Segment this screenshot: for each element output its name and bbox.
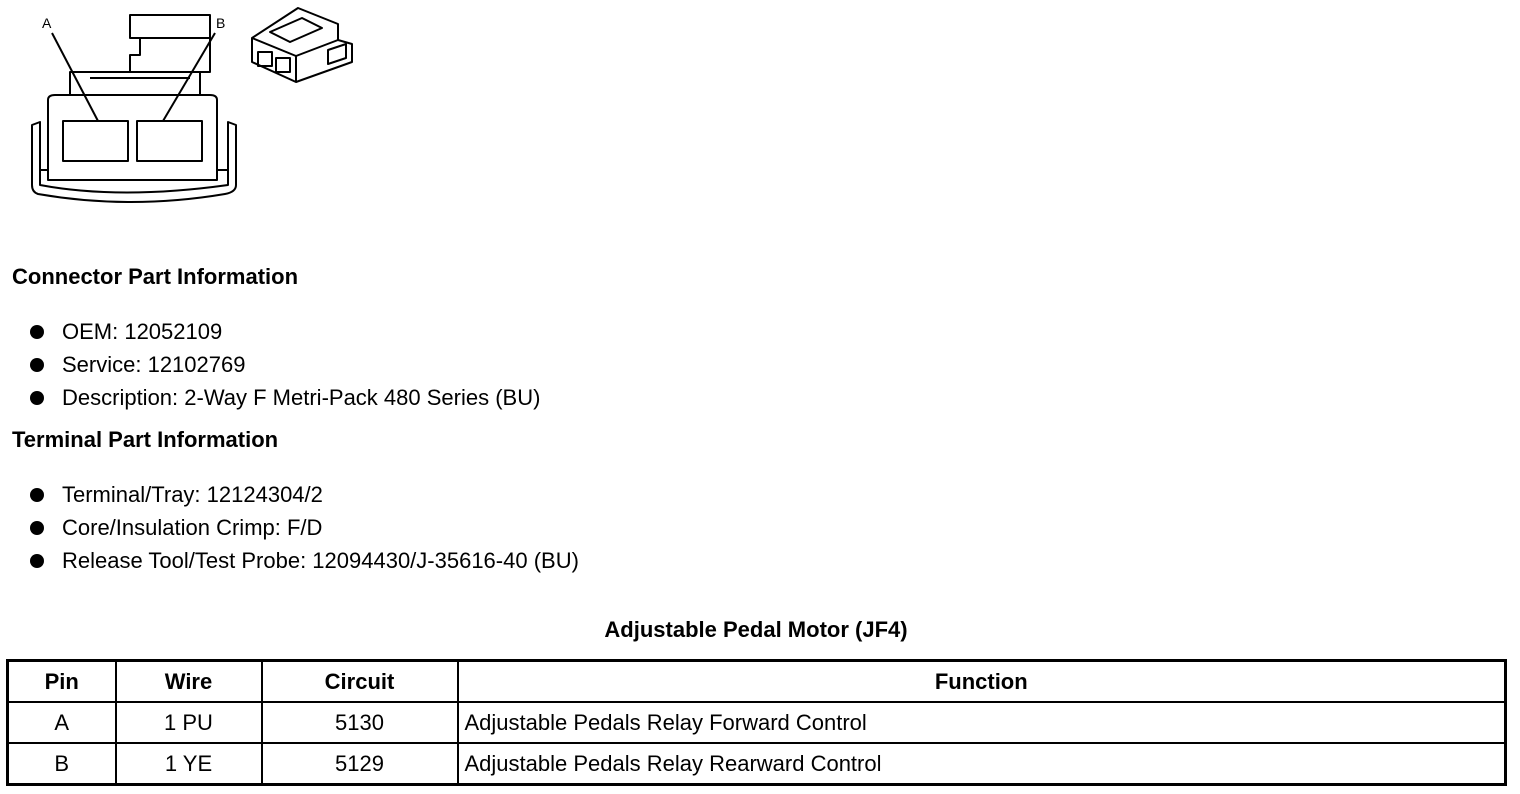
release-tool: Release Tool/Test Probe: 12094430/J-35616-40 (BU)	[62, 548, 579, 573]
pin-a-callout: A	[42, 15, 52, 31]
cell-pin: A	[8, 702, 116, 743]
header-pin: Pin	[8, 661, 116, 703]
table-row	[8, 743, 1506, 785]
oem-part-number: OEM: 12052109	[62, 319, 223, 344]
list-item	[0, 315, 540, 348]
list-item	[0, 511, 579, 544]
bullet-icon	[30, 358, 44, 372]
bullet-icon	[30, 391, 44, 405]
connector-info-list	[0, 315, 540, 414]
crimp-info: Core/Insulation Crimp: F/D	[62, 515, 323, 540]
cell-function: Adjustable Pedals Relay Forward Control	[458, 702, 1506, 743]
bullet-icon	[30, 521, 44, 535]
table-title: Adjustable Pedal Motor (JF4)	[604, 617, 908, 642]
header-wire: Wire	[116, 661, 262, 703]
terminal-info-list	[0, 478, 579, 577]
connector-description: Description: 2-Way F Metri-Pack 480 Series (BU)	[62, 385, 541, 410]
connector-diagram	[0, 0, 380, 220]
header-circuit: Circuit	[262, 661, 458, 703]
terminal-section-title: Terminal Part Information	[12, 427, 279, 452]
bullet-icon	[30, 488, 44, 502]
pinout-table	[6, 659, 1507, 786]
connector-section-title: Connector Part Information	[12, 264, 299, 289]
cell-wire: 1 PU	[116, 702, 262, 743]
list-item	[0, 381, 540, 414]
bullet-icon	[30, 325, 44, 339]
pin-b-callout: B	[216, 15, 226, 31]
bullet-icon	[30, 554, 44, 568]
terminal-tray: Terminal/Tray: 12124304/2	[62, 482, 323, 507]
list-item	[0, 348, 540, 381]
cell-function: Adjustable Pedals Relay Rearward Control	[458, 743, 1506, 785]
cell-circuit: 5129	[262, 743, 458, 785]
cell-pin: B	[8, 743, 116, 785]
cell-wire: 1 YE	[116, 743, 262, 785]
list-item	[0, 544, 579, 577]
header-function: Function	[458, 661, 1506, 703]
service-part-number: Service: 12102769	[62, 352, 246, 377]
table-header-row	[8, 661, 1506, 703]
table-row	[8, 702, 1506, 743]
cell-circuit: 5130	[262, 702, 458, 743]
list-item	[0, 478, 579, 511]
